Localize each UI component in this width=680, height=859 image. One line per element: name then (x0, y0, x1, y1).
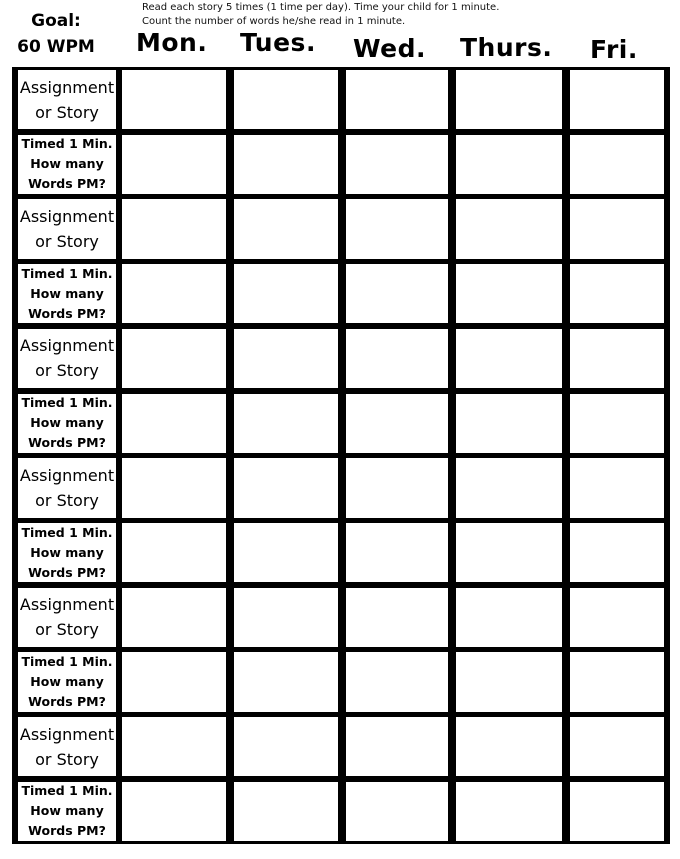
timed-label-cell (18, 782, 116, 841)
row-label-line: Assignment (19, 207, 115, 227)
row-label-line: Timed 1 Min. (21, 395, 113, 411)
row-label-line: Assignment (19, 724, 115, 744)
entry-cell-wed[interactable] (346, 588, 448, 647)
entry-cell-thurs[interactable] (456, 717, 562, 776)
row-label-line: Timed 1 Min. (21, 783, 113, 799)
row-label-line: Words PM? (28, 176, 106, 192)
row-label-line: Timed 1 Min. (21, 654, 113, 669)
entry-cell-fri[interactable] (570, 782, 664, 841)
goal-label: Goal: (31, 11, 81, 31)
entry-cell-mon[interactable] (122, 782, 226, 841)
row-label-line: Assignment (19, 77, 115, 97)
entry-cell-fri[interactable] (570, 588, 664, 647)
assignment-label-cell (18, 458, 116, 517)
row-label-line: Words PM? (28, 305, 106, 321)
entry-cell-fri[interactable] (570, 199, 664, 258)
row-label-line: How many (30, 674, 104, 689)
day-header-fri: Fri. (590, 35, 638, 64)
entry-cell-thurs[interactable] (456, 264, 562, 323)
reading-log-grid (12, 67, 670, 844)
entry-cell-mon[interactable] (122, 135, 226, 194)
entry-cell-wed[interactable] (346, 70, 448, 129)
day-header-mon: Mon. (136, 28, 208, 57)
entry-cell-wed[interactable] (346, 199, 448, 258)
row-label-line: Words PM? (28, 694, 106, 709)
row-label-line: Assignment (19, 465, 115, 485)
row-label-line: Timed 1 Min. (21, 524, 113, 540)
row-label-line: How many (30, 415, 104, 431)
timed-label-cell (18, 523, 116, 582)
entry-cell-mon[interactable] (122, 394, 226, 453)
entry-cell-tues[interactable] (234, 652, 338, 711)
row-label-line: Words PM? (28, 564, 106, 580)
entry-cell-thurs[interactable] (456, 588, 562, 647)
goal-box (16, 8, 96, 60)
row-label-line: or Story (35, 361, 99, 381)
row-label-line: Timed 1 Min. (21, 265, 113, 281)
timed-label-cell (18, 652, 116, 711)
entry-cell-wed[interactable] (346, 652, 448, 711)
entry-cell-wed[interactable] (346, 523, 448, 582)
day-header-thurs: Thurs. (460, 33, 553, 62)
row-label-line: How many (30, 156, 104, 172)
row-label-line: Assignment (19, 595, 115, 615)
entry-cell-mon[interactable] (122, 199, 226, 258)
entry-cell-tues[interactable] (234, 458, 338, 517)
entry-cell-thurs[interactable] (456, 523, 562, 582)
entry-cell-thurs[interactable] (456, 782, 562, 841)
assignment-label-cell (18, 199, 116, 258)
entry-cell-mon[interactable] (122, 458, 226, 517)
entry-cell-fri[interactable] (570, 135, 664, 194)
entry-cell-tues[interactable] (234, 199, 338, 258)
row-label-line: How many (30, 285, 104, 301)
entry-cell-mon[interactable] (122, 70, 226, 129)
entry-cell-thurs[interactable] (456, 199, 562, 258)
entry-cell-tues[interactable] (234, 135, 338, 194)
entry-cell-fri[interactable] (570, 523, 664, 582)
assignment-label-cell (18, 70, 116, 129)
assignment-label-cell (18, 588, 116, 647)
entry-cell-fri[interactable] (570, 717, 664, 776)
entry-cell-wed[interactable] (346, 394, 448, 453)
entry-cell-thurs[interactable] (456, 652, 562, 711)
entry-cell-tues[interactable] (234, 523, 338, 582)
entry-cell-fri[interactable] (570, 329, 664, 388)
entry-cell-tues[interactable] (234, 717, 338, 776)
entry-cell-wed[interactable] (346, 782, 448, 841)
entry-cell-wed[interactable] (346, 135, 448, 194)
instructions (142, 1, 499, 29)
entry-cell-thurs[interactable] (456, 458, 562, 517)
instructions-line-2: Count the number of words he/she read in 1 minute. (142, 16, 406, 27)
entry-cell-tues[interactable] (234, 264, 338, 323)
day-header-wed: Wed. (353, 34, 427, 63)
entry-cell-mon[interactable] (122, 588, 226, 647)
day-header-tues: Tues. (240, 28, 316, 57)
entry-cell-tues[interactable] (234, 329, 338, 388)
entry-cell-fri[interactable] (570, 652, 664, 711)
entry-cell-mon[interactable] (122, 717, 226, 776)
entry-cell-thurs[interactable] (456, 135, 562, 194)
row-label-line: or Story (35, 102, 99, 122)
timed-label-cell (18, 264, 116, 323)
row-label-line: or Story (35, 620, 99, 640)
entry-cell-fri[interactable] (570, 70, 664, 129)
entry-cell-fri[interactable] (570, 458, 664, 517)
row-label-line: or Story (35, 749, 99, 769)
entry-cell-thurs[interactable] (456, 70, 562, 129)
entry-cell-tues[interactable] (234, 782, 338, 841)
entry-cell-mon[interactable] (122, 652, 226, 711)
row-label-line: or Story (35, 232, 99, 252)
entry-cell-fri[interactable] (570, 394, 664, 453)
entry-cell-wed[interactable] (346, 717, 448, 776)
entry-cell-thurs[interactable] (456, 394, 562, 453)
entry-cell-wed[interactable] (346, 264, 448, 323)
row-label-line: Timed 1 Min. (21, 136, 113, 152)
entry-cell-mon[interactable] (122, 523, 226, 582)
row-label-line: How many (30, 544, 104, 560)
entry-cell-mon[interactable] (122, 264, 226, 323)
entry-cell-tues[interactable] (234, 394, 338, 453)
timed-label-cell (18, 135, 116, 194)
row-label-line: Assignment (19, 336, 115, 356)
timed-label-cell (18, 394, 116, 453)
assignment-label-cell (18, 717, 116, 776)
entry-cell-thurs[interactable] (456, 329, 562, 388)
entry-cell-tues[interactable] (234, 70, 338, 129)
entry-cell-wed[interactable] (346, 458, 448, 517)
entry-cell-fri[interactable] (570, 264, 664, 323)
goal-target: 60 WPM (17, 37, 95, 57)
row-label-line: Words PM? (28, 823, 106, 839)
entry-cell-wed[interactable] (346, 329, 448, 388)
assignment-label-cell (18, 329, 116, 388)
instructions-line-1: Read each story 5 times (1 time per day). Time your child for 1 minute. (142, 2, 500, 13)
row-label-line: or Story (35, 490, 99, 510)
row-label-line: How many (30, 803, 104, 819)
row-label-line: Words PM? (28, 435, 106, 451)
entry-cell-mon[interactable] (122, 329, 226, 388)
entry-cell-tues[interactable] (234, 588, 338, 647)
